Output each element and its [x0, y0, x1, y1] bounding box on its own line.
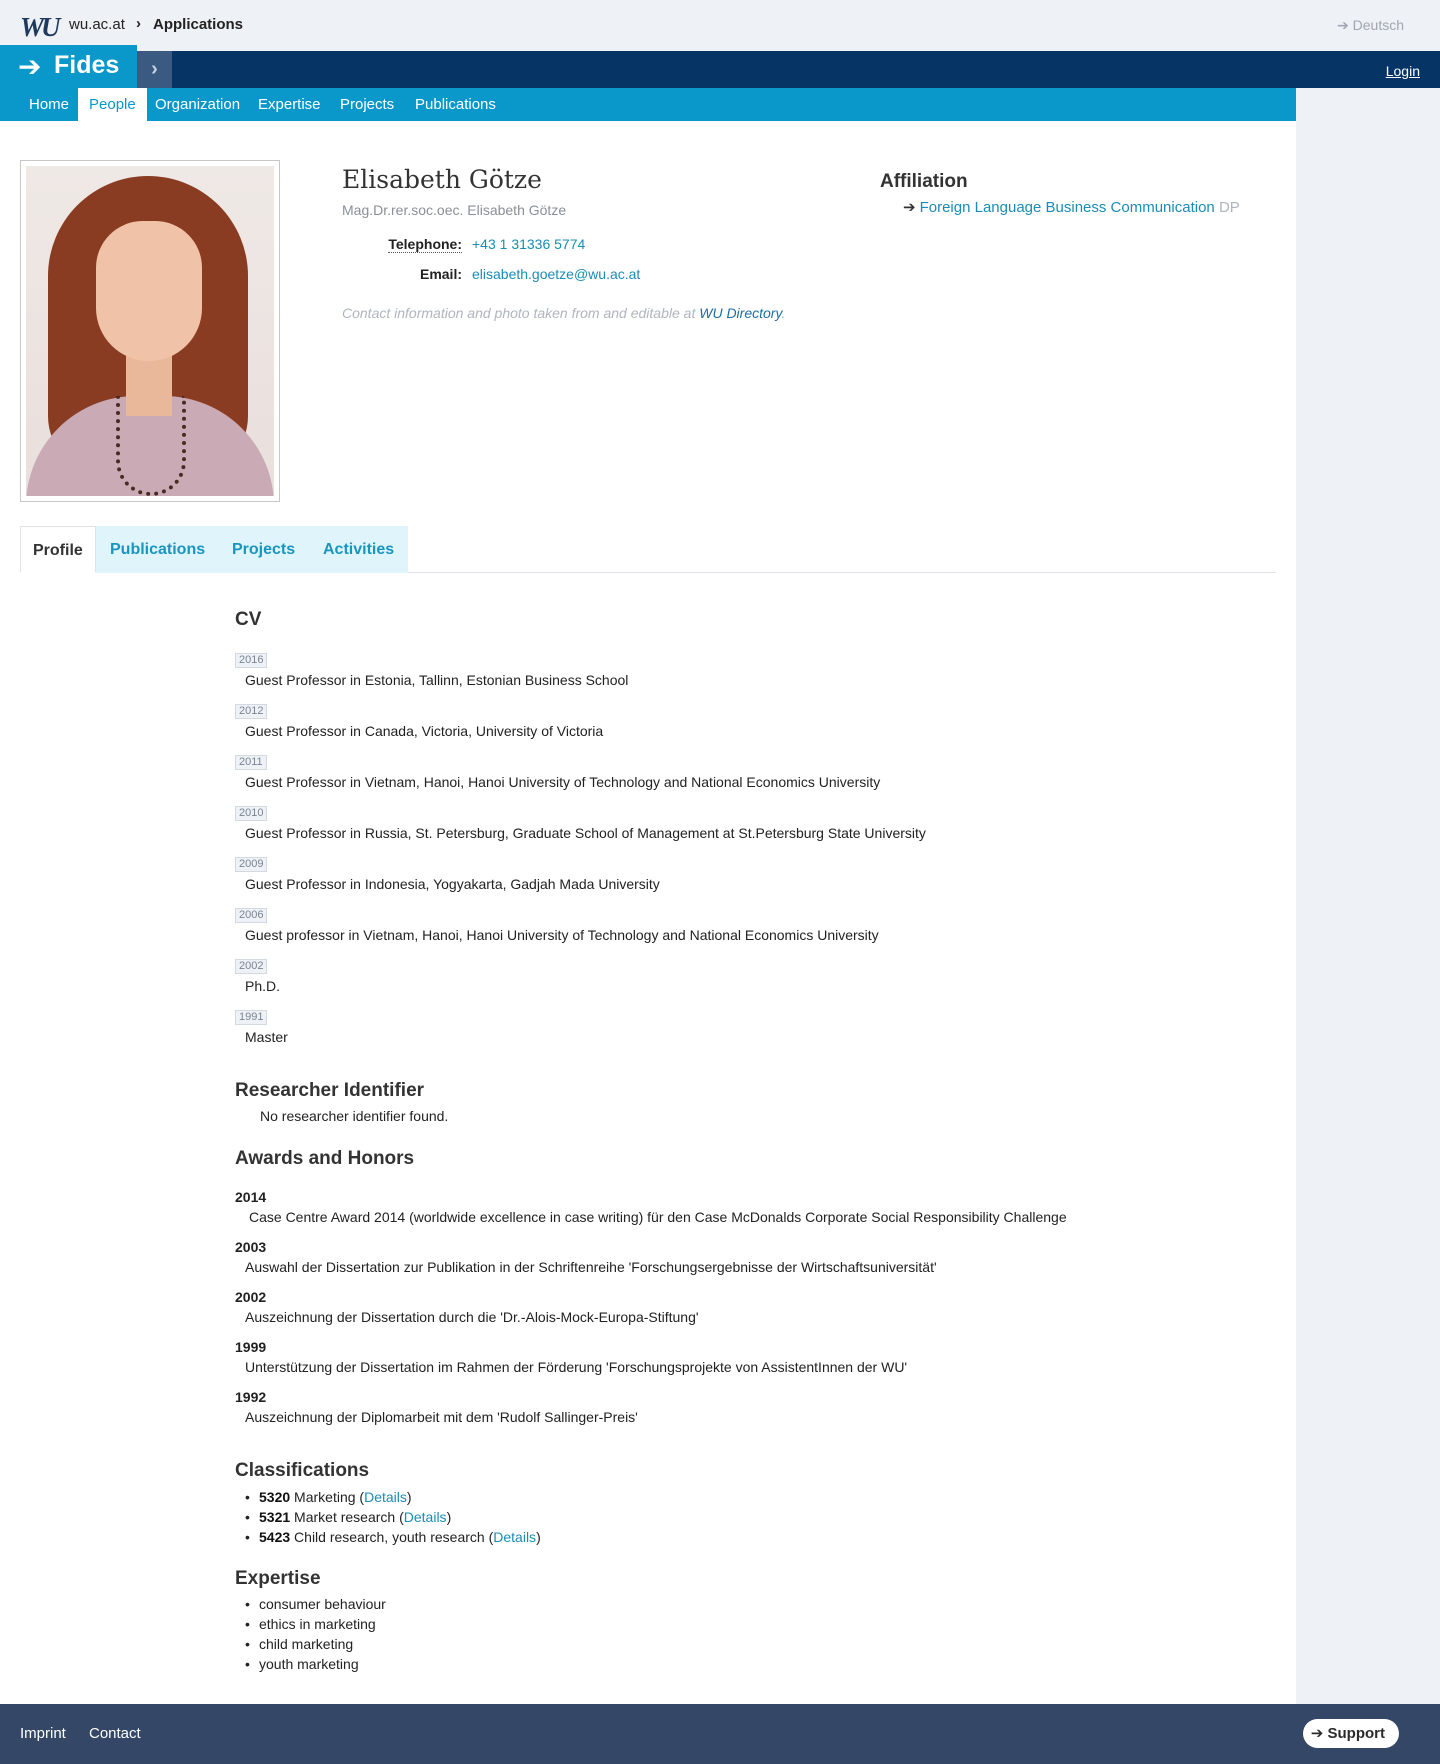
- login-link[interactable]: Login: [1385, 63, 1420, 79]
- arrow-right-icon: ➔: [18, 51, 42, 82]
- award-year: 2014: [235, 1189, 267, 1205]
- cv-text: Guest Professor in Vietnam, Hanoi, Hanoi University of Technology and National Economics University: [245, 774, 881, 790]
- cv-text: Master: [245, 1029, 288, 1045]
- cv-text: Guest Professor in Indonesia, Yogyakarta, Gadjah Mada University: [245, 876, 660, 892]
- person-name: Elisabeth Götze: [342, 165, 542, 194]
- award-text: Auszeichnung der Diplomarbeit mit dem 'Rudolf Sallinger-Preis': [245, 1409, 638, 1425]
- contact-link[interactable]: Contact: [89, 1725, 141, 1742]
- imprint-link[interactable]: Imprint: [20, 1725, 66, 1742]
- cv-year: 2010: [235, 806, 267, 821]
- cv-year: 2016: [235, 653, 267, 668]
- affiliation-link[interactable]: Foreign Language Business Communication: [919, 199, 1215, 216]
- portrait-image: [26, 166, 274, 496]
- wu-logo[interactable]: WU: [20, 12, 58, 42]
- award-year: 2002: [235, 1289, 267, 1305]
- profile-photo: [20, 160, 280, 502]
- main-nav: [0, 88, 1296, 121]
- classifications-heading: Classifications: [235, 1460, 370, 1481]
- awards-heading: Awards and Honors: [235, 1148, 415, 1169]
- chevron-right-icon: ›: [136, 15, 141, 32]
- award-year: 1992: [235, 1389, 267, 1405]
- main-content: [0, 121, 1296, 1704]
- nav-expertise[interactable]: Expertise: [258, 96, 321, 113]
- cv-year: 2011: [235, 755, 267, 770]
- cv-text: Ph.D.: [245, 978, 281, 994]
- award-text: Auswahl der Dissertation zur Publikation in der Schriftenreihe 'Forschungsergebnisse der Wirtschaftsuniversität': [245, 1259, 937, 1275]
- chevron-right-icon[interactable]: ›: [137, 51, 172, 88]
- app-title: Fides: [54, 51, 120, 79]
- wu-directory-link[interactable]: WU Directory: [699, 305, 782, 321]
- details-link[interactable]: Details: [403, 1509, 447, 1525]
- telephone-link[interactable]: +43 1 31336 5774: [472, 236, 586, 252]
- affiliation-title: Affiliation: [880, 171, 968, 192]
- nav-people[interactable]: People: [78, 88, 147, 121]
- cv-year: 2006: [235, 908, 267, 923]
- award-text: Auszeichnung der Dissertation durch die 'Dr.-Alois-Mock-Europa-Stiftung': [245, 1309, 699, 1325]
- expertise-heading: Expertise: [235, 1568, 321, 1589]
- app-banner: [0, 51, 1440, 88]
- telephone-label: Telephone:: [388, 236, 462, 252]
- tab-profile[interactable]: Profile: [20, 526, 96, 573]
- cv-text: Guest Professor in Estonia, Tallinn, Estonian Business School: [245, 672, 629, 688]
- classification-item: • 5423 Child research, youth research (Details): [259, 1529, 541, 1545]
- arrow-right-icon: ➔: [1310, 1725, 1324, 1742]
- researcher-text: No researcher identifier found.: [260, 1108, 449, 1124]
- tab-activities[interactable]: Activities: [323, 541, 395, 558]
- award-text: Case Centre Award 2014 (worldwide excellence in case writing) für den Case McDonalds Corporate Social Responsibility Challenge: [249, 1209, 1067, 1225]
- classification-item: • 5320 Marketing (Details): [259, 1489, 412, 1505]
- nav-organization[interactable]: Organization: [155, 96, 241, 113]
- email-link[interactable]: elisabeth.goetze@wu.ac.at: [472, 266, 641, 282]
- cv-text: Guest Professor in Canada, Victoria, University of Victoria: [245, 723, 604, 739]
- cv-heading: CV: [235, 609, 262, 630]
- cv-year: 2002: [235, 959, 267, 974]
- tab-publications[interactable]: Publications: [110, 541, 206, 558]
- expertise-item: • consumer behaviour: [259, 1596, 386, 1612]
- award-year: 2003: [235, 1239, 267, 1255]
- email-label: Email:: [419, 266, 462, 282]
- support-button[interactable]: ➔ Support: [1303, 1719, 1399, 1748]
- expertise-item: • youth marketing: [259, 1656, 359, 1672]
- tab-projects[interactable]: Projects: [232, 541, 296, 558]
- affiliation-item[interactable]: [903, 198, 1240, 216]
- breadcrumb-applications[interactable]: Applications: [153, 16, 244, 33]
- cv-text: Guest Professor in Russia, St. Petersburg, Graduate School of Management at St.Petersburg State University: [245, 825, 926, 841]
- cv-year: 2009: [235, 857, 267, 872]
- award-text: Unterstützung der Dissertation im Rahmen der Förderung 'Forschungsprojekte von AssistentInnen der WU': [245, 1359, 908, 1375]
- site-link[interactable]: wu.ac.at: [69, 16, 125, 33]
- person-full-name: Mag.Dr.rer.soc.oec. Elisabeth Götze: [342, 202, 567, 218]
- language-switch[interactable]: ➔ Deutsch: [1337, 17, 1404, 33]
- footer: [0, 1704, 1440, 1764]
- app-title-block[interactable]: [0, 45, 137, 88]
- nav-projects[interactable]: Projects: [340, 96, 395, 113]
- cv-year: 1991: [235, 1010, 267, 1025]
- arrow-right-icon: ➔: [903, 199, 916, 216]
- details-link[interactable]: Details: [364, 1489, 407, 1505]
- award-year: 1999: [235, 1339, 267, 1355]
- affiliation-suffix: DP: [1218, 199, 1240, 216]
- profile-tabs: [20, 526, 1276, 573]
- nav-publications[interactable]: Publications: [415, 96, 496, 113]
- classification-item: • 5321 Market research (Details): [259, 1509, 451, 1525]
- top-bar: [0, 0, 1440, 51]
- expertise-item: • child marketing: [259, 1636, 353, 1652]
- details-link[interactable]: Details: [493, 1529, 537, 1545]
- cv-year: 2012: [235, 704, 267, 719]
- researcher-heading: Researcher Identifier: [235, 1080, 425, 1101]
- contact-note: Contact information and photo taken from and editable at WU Directory.: [342, 305, 786, 321]
- cv-text: Guest professor in Vietnam, Hanoi, Hanoi University of Technology and National Economics University: [245, 927, 879, 943]
- nav-home[interactable]: Home: [29, 96, 70, 113]
- expertise-item: • ethics in marketing: [259, 1616, 376, 1632]
